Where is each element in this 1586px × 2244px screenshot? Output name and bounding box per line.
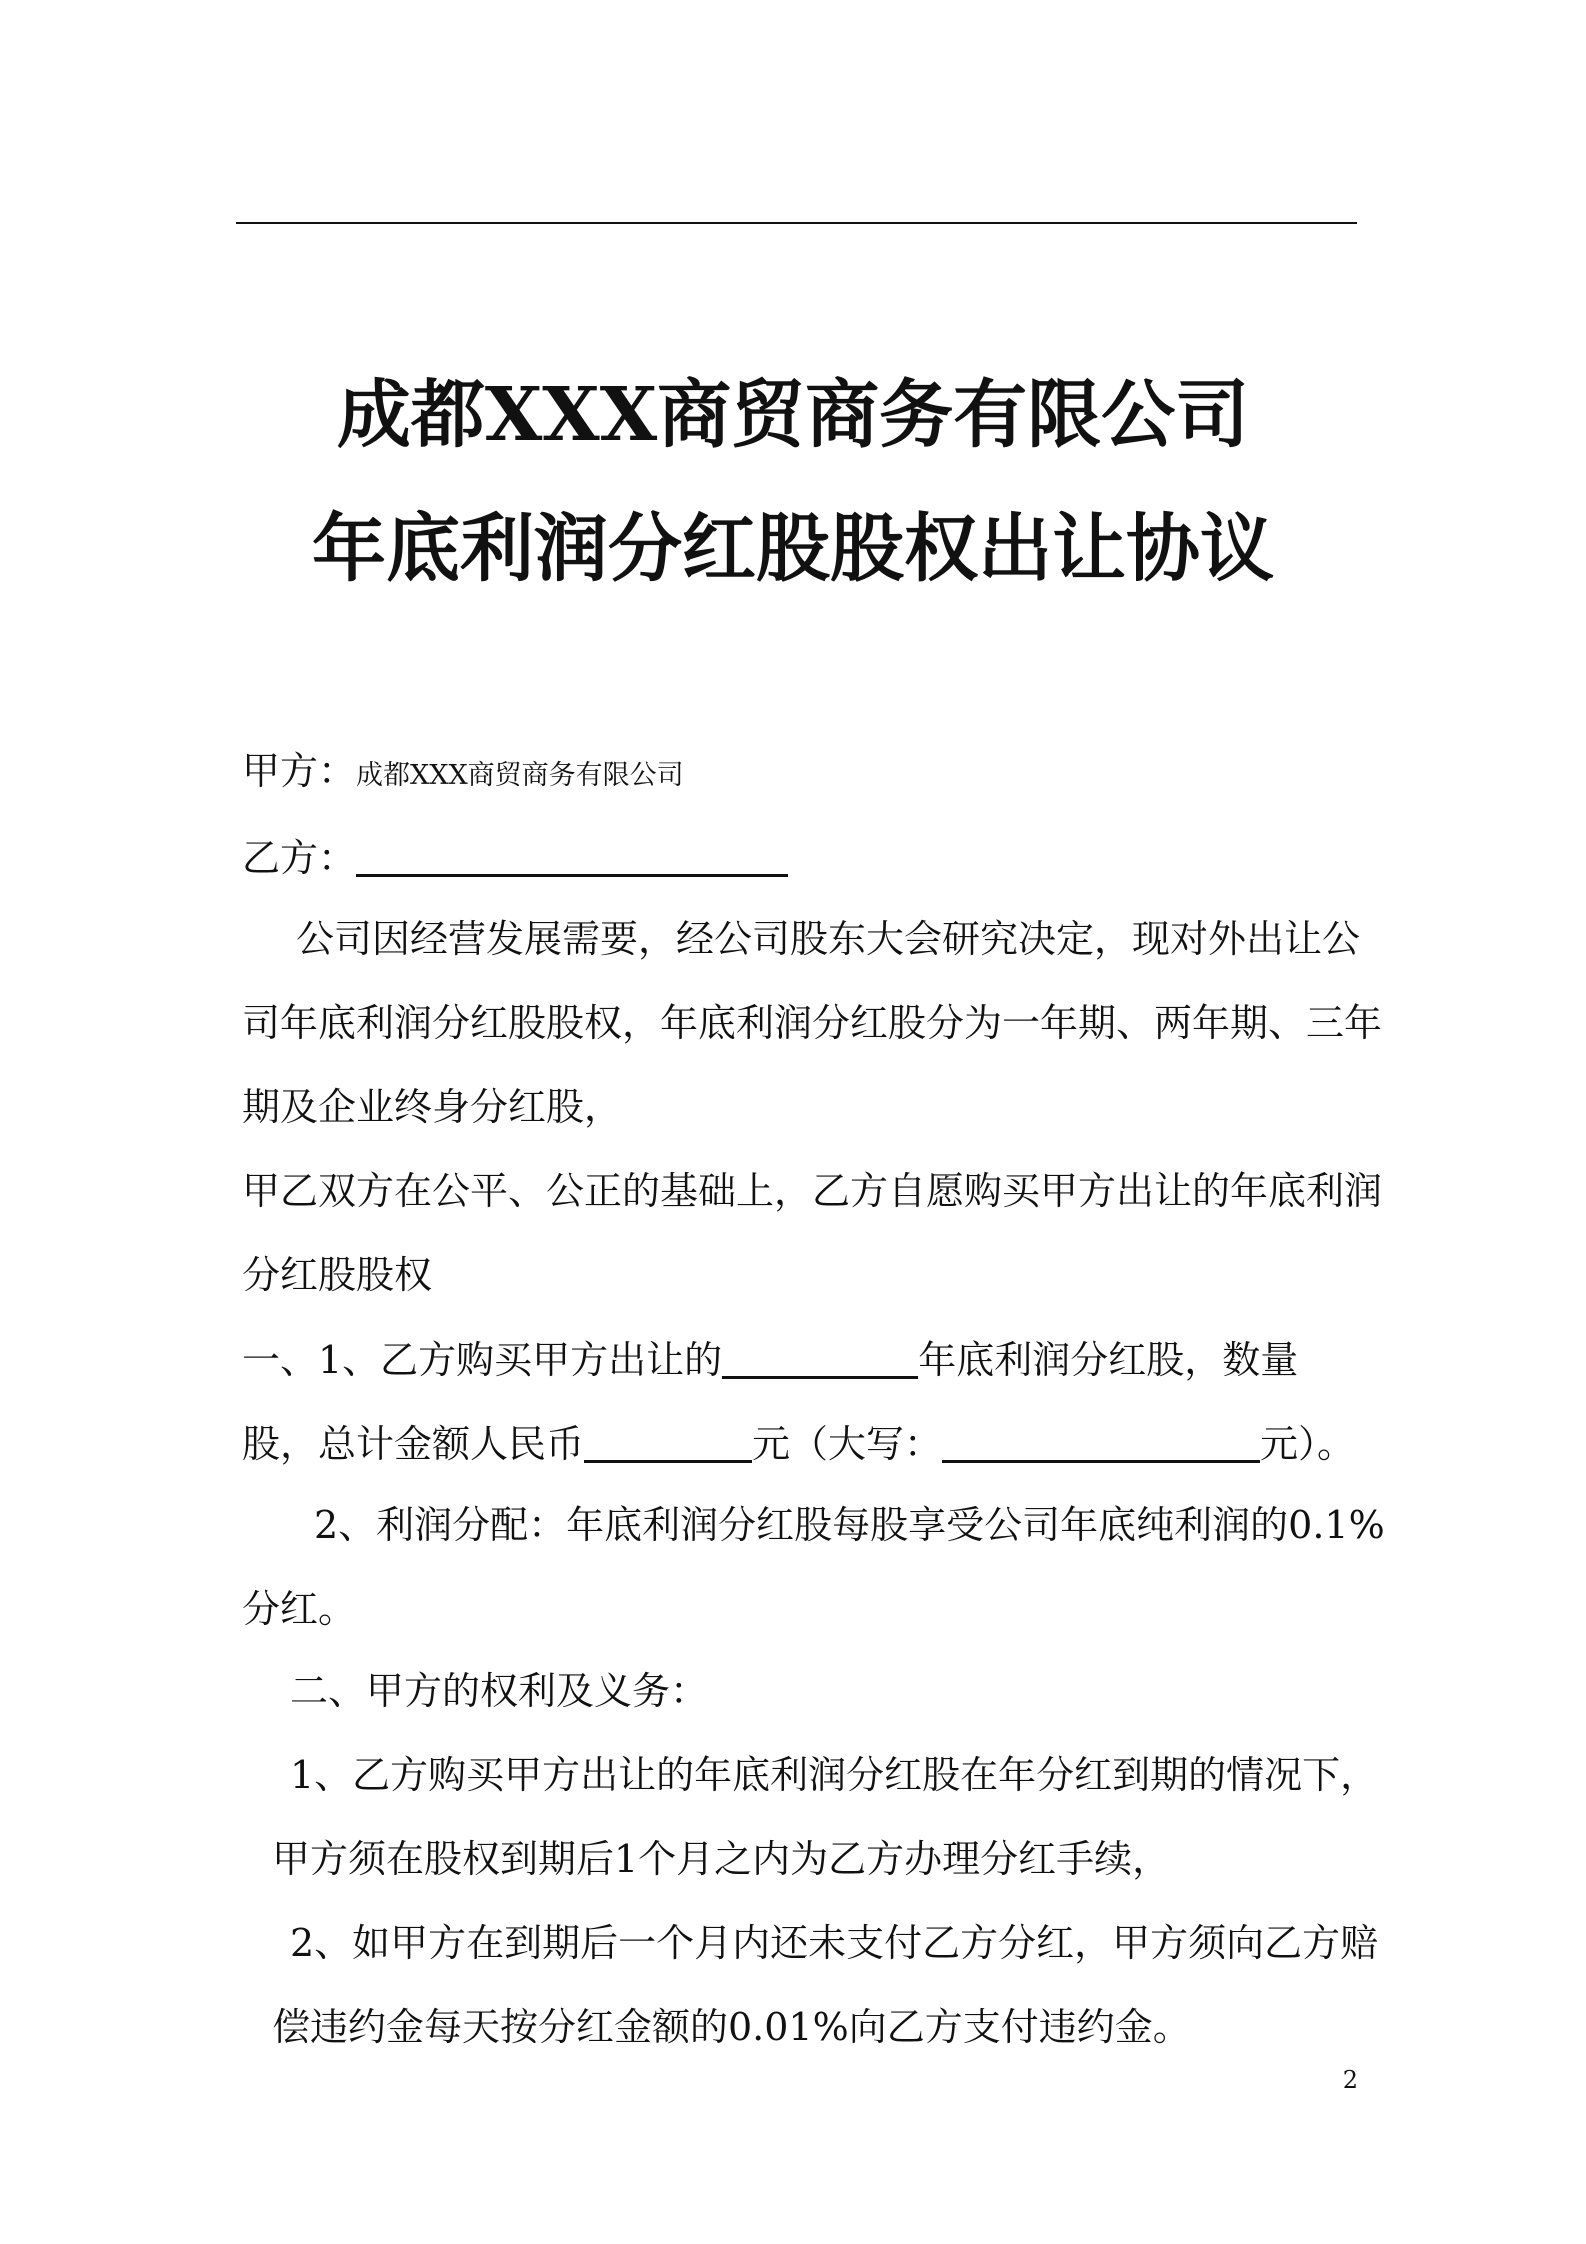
party-a-label: 甲方：	[242, 749, 357, 793]
document-title-line-1: 成都XXX商贸商务有限公司	[336, 372, 1250, 458]
clause-1-text-d: 元（大写：	[752, 1422, 943, 1466]
section-2-item-2-line-2: 偿违约金每天按分红金额的0.01%向乙方支付违约金。	[272, 2005, 1191, 2049]
header-rule	[236, 222, 1357, 224]
page-number: 2	[1342, 2066, 1358, 2094]
document-title-line-2: 年底利润分红股股权出让协议	[312, 506, 1274, 592]
clause-1-2-line-1: 2、利润分配：年底利润分红股每股享受公司年底纯利润的0.1%	[314, 1503, 1385, 1547]
intro-line-1: 公司因经营发展需要，经公司股东大会研究决定，现对外出让公	[296, 917, 1361, 961]
party-b-name-blank	[356, 836, 788, 877]
party-a-line	[242, 749, 684, 793]
party-b-label: 乙方：	[242, 836, 357, 880]
section-2-item-2-line-1: 2、如甲方在到期后一个月内还未支付乙方分红，甲方须向乙方赔	[290, 1921, 1379, 1965]
share-type-blank	[722, 1338, 918, 1379]
party-a-name: 成都XXX商贸商务有限公司	[356, 760, 684, 791]
intro-line-4: 甲乙双方在公平、公正的基础上，乙方自愿购买甲方出让的年底利润	[242, 1169, 1383, 1213]
clause-1-line-1	[242, 1338, 1299, 1382]
section-2-heading: 二、甲方的权利及义务：	[290, 1669, 709, 1713]
intro-line-2: 司年底利润分红股股权，年底利润分红股分为一年期、两年期、三年	[242, 1001, 1383, 1045]
section-2-item-1-line-2: 甲方须在股权到期后1个月之内为乙方办理分红手续，	[272, 1837, 1171, 1881]
clause-1-text-b: 年底利润分红股，数量	[918, 1338, 1299, 1382]
party-b-line	[242, 836, 788, 880]
intro-line-3: 期及企业终身分红股，	[242, 1085, 623, 1129]
clause-1-line-2	[242, 1422, 1356, 1466]
clause-1-text-c: 股，总计金额人民币	[242, 1422, 585, 1466]
section-2-item-1-line-1: 1、乙方购买甲方出让的年底利润分红股在年分红到期的情况下，	[290, 1753, 1379, 1797]
clause-1-2-line-2: 分红。	[242, 1587, 357, 1631]
amount-words-blank	[942, 1422, 1260, 1463]
amount-blank	[584, 1422, 752, 1463]
clause-1-text-a: 一、1、乙方购买甲方出让的	[242, 1338, 723, 1382]
clause-1-text-e: 元）。	[1260, 1422, 1356, 1466]
intro-line-5: 分红股股权	[242, 1253, 433, 1297]
